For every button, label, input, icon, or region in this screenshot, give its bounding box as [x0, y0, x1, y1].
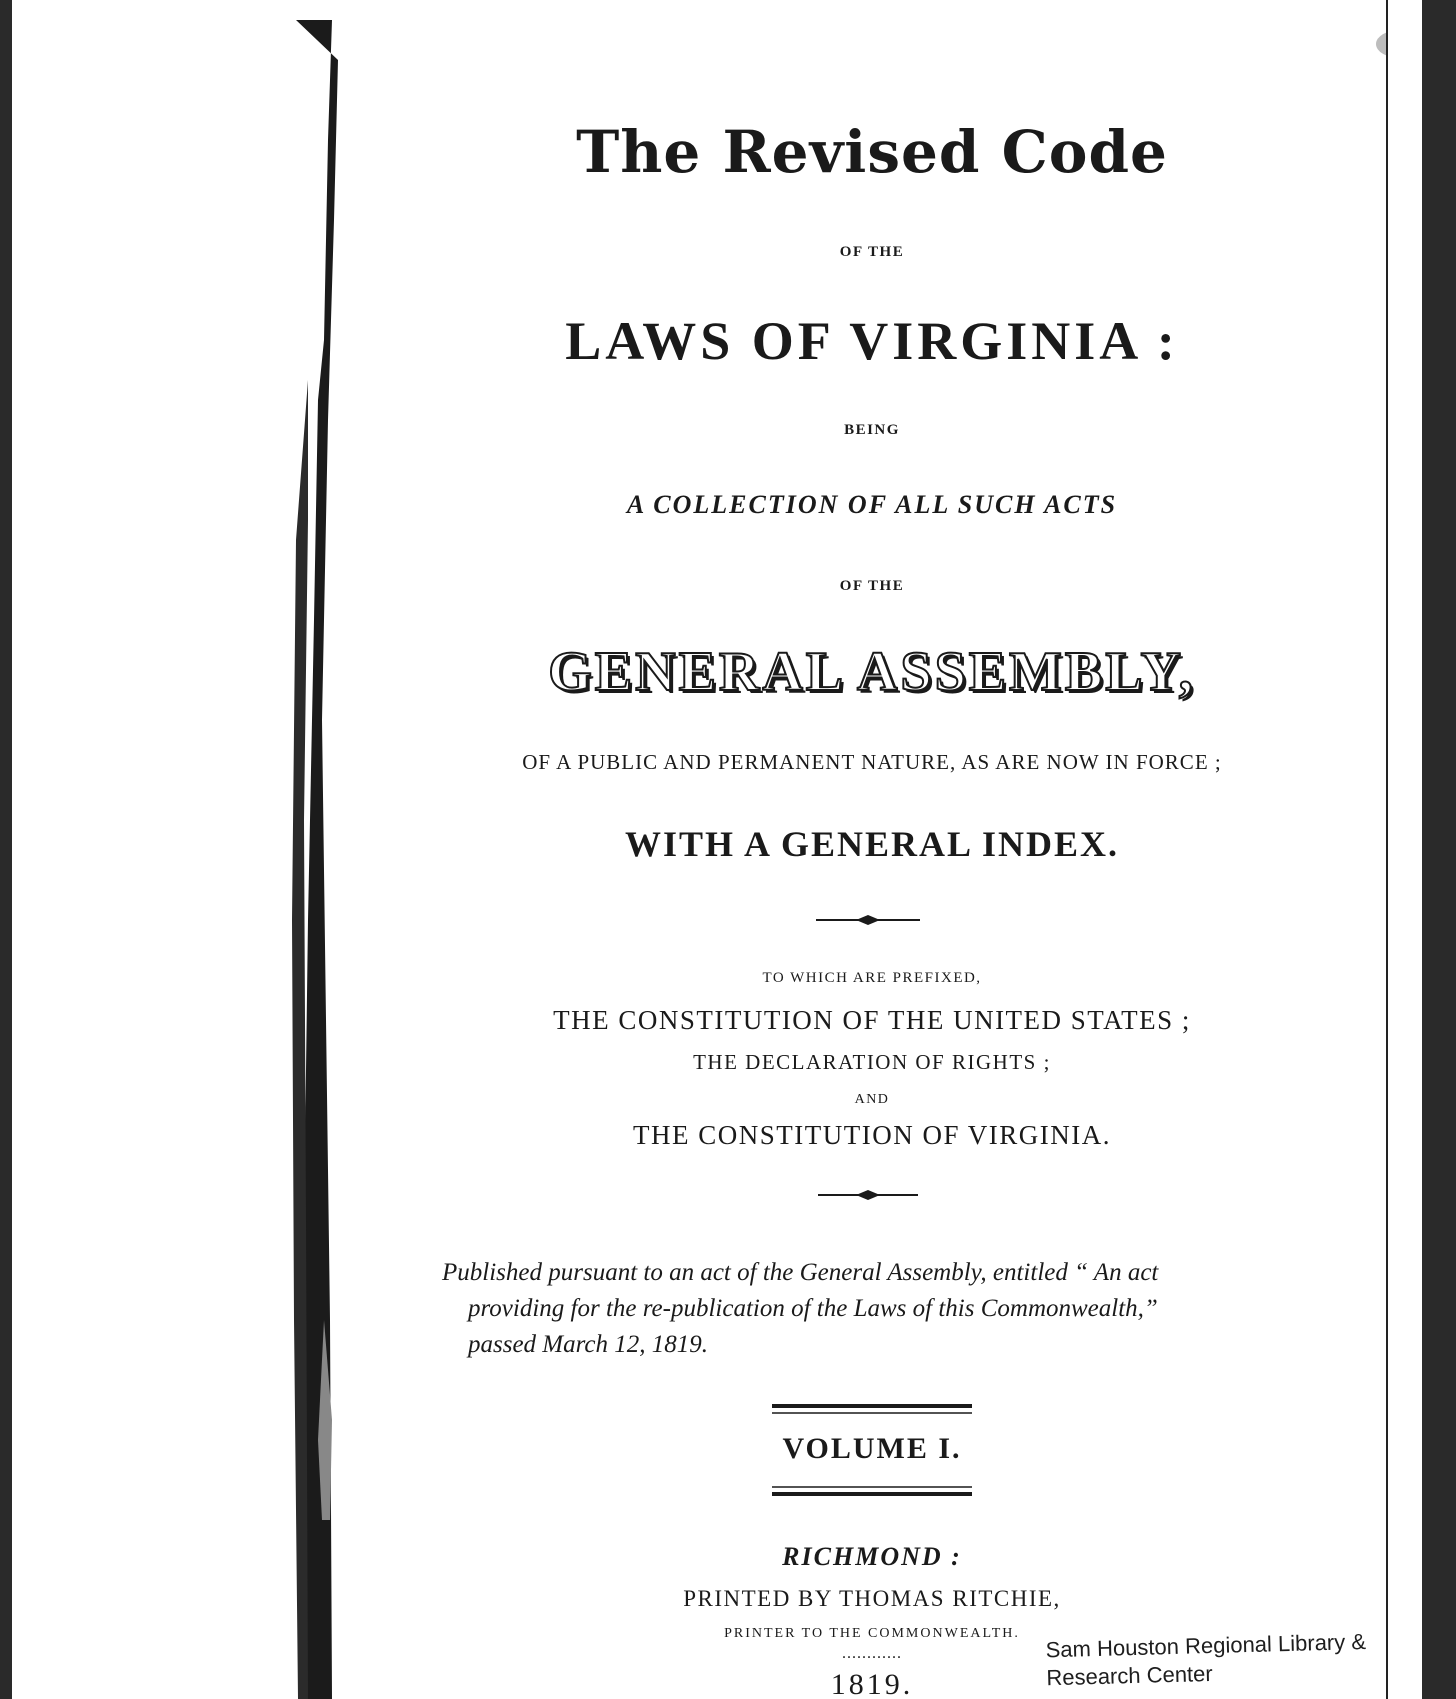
book-title: The Revised Code [576, 118, 1168, 186]
declaration-line: THE DECLARATION OF RIGHTS ; [693, 1050, 1051, 1074]
library-stamp-line-2: Research Center [1046, 1660, 1213, 1691]
ornament-rule-1 [816, 912, 920, 928]
publication-note [442, 1255, 1302, 1363]
binding-gutter [288, 20, 352, 1699]
volume-rule-top [772, 1404, 972, 1416]
index-heading: WITH A GENERAL INDEX. [624, 824, 1120, 864]
publication-note-line-1: Published pursuant to an act of the General Assembly, entitled “ An act [442, 1259, 1159, 1286]
title-block [432, 0, 1312, 1699]
volume-rule-bottom [772, 1485, 972, 1497]
assembly-heading: GENERAL ASSEMBLY, [548, 641, 1196, 703]
of-the-label-2: OF THE [839, 578, 905, 594]
being-label: BEING [844, 422, 900, 438]
library-stamp [1045, 1628, 1376, 1693]
ornament-rule-2 [818, 1187, 918, 1203]
imprint-dots: ............ [842, 1645, 902, 1662]
right-page-edge [1386, 0, 1422, 1699]
volume-label: VOLUME I. [782, 1432, 962, 1465]
library-stamp-line-1: Sam Houston Regional Library & [1045, 1628, 1367, 1663]
collection-line: A COLLECTION OF ALL SUCH ACTS [626, 490, 1118, 519]
publication-note-line-2: providing for the re-publication of the Laws of this Commonwealth,” [468, 1295, 1158, 1322]
imprint-year: 1819. [830, 1668, 914, 1699]
us-constitution-line: THE CONSTITUTION OF THE UNITED STATES ; [553, 1005, 1191, 1035]
imprint-city: RICHMOND : [782, 1542, 962, 1571]
laws-heading: LAWS OF VIRGINIA : [565, 311, 1179, 371]
imprint-printer: PRINTED BY THOMAS RITCHIE, [683, 1586, 1061, 1611]
of-the-label: OF THE [839, 244, 905, 260]
publication-note-line-3: passed March 12, 1819. [468, 1331, 709, 1358]
prefixed-label: TO WHICH ARE PREFIXED, [762, 970, 982, 986]
public-nature-line: OF A PUBLIC AND PERMANENT NATURE, AS ARE NOW IN FORCE ; [522, 750, 1222, 774]
title-page [12, 0, 1422, 1699]
va-constitution-line: THE CONSTITUTION OF VIRGINIA. [633, 1120, 1111, 1150]
imprint-printer-title: PRINTER TO THE COMMONWEALTH. [724, 1626, 1020, 1641]
and-label: AND [854, 1092, 890, 1107]
